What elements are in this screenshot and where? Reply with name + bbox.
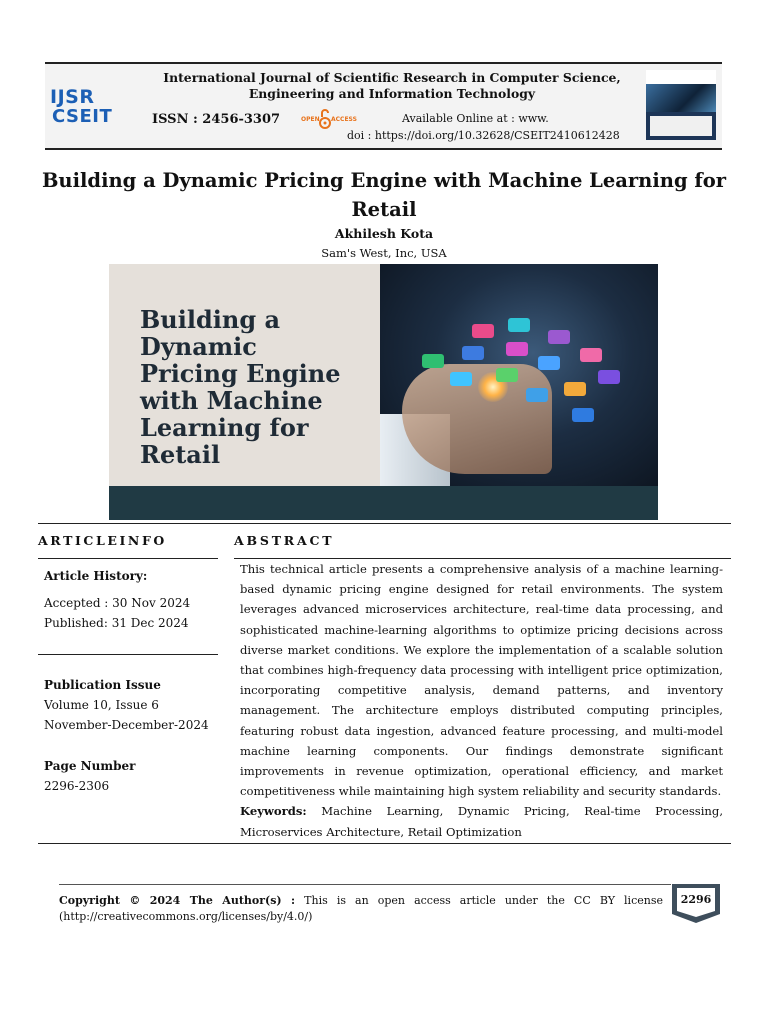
article-banner-image [109, 264, 658, 520]
divider [38, 558, 218, 559]
logo-line2: CSEIT [52, 106, 113, 127]
published-date: Published: 31 Dec 2024 [44, 616, 189, 630]
publication-issue-label: Publication Issue [44, 678, 161, 692]
open-access-badge [301, 107, 357, 131]
app-icon [526, 388, 548, 402]
app-icon [496, 368, 518, 382]
divider [38, 654, 218, 655]
app-icon [580, 348, 602, 362]
article-history-label: Article History: [44, 569, 148, 583]
journal-header [45, 62, 722, 150]
banner-footer-band [109, 486, 658, 520]
banner-title: Building a Dynamic Pricing Engine with Machine Learning for Retail [140, 305, 341, 469]
license-text: This is an open access article under the CC BY license (http://creativecommons.org/licenses/by/4.0/) [59, 894, 663, 923]
app-icon [506, 342, 528, 356]
doi-link[interactable]: doi : https://doi.org/10.32628/CSEIT2410612428 [347, 129, 620, 142]
article-info-heading: ARTICLEINFO [38, 533, 167, 548]
banner-text-panel [109, 264, 380, 486]
app-icon [548, 330, 570, 344]
author-affiliation: Sam's West, Inc, USA [321, 246, 447, 260]
app-icon [538, 356, 560, 370]
keywords-list: Machine Learning, Dynamic Pricing, Real-time Processing, Microservices Architecture, Retail Optimization [240, 804, 724, 839]
journal-title: International Journal of Scientific Research in Computer Science, Engineering and Information Technology [163, 70, 621, 101]
app-icon [450, 372, 472, 386]
page-number: 2296 [680, 893, 712, 906]
issn: ISSN : 2456-3307 [152, 112, 281, 127]
page-number-badge [670, 882, 722, 924]
journal-cover-thumbnail [646, 70, 716, 140]
logo-line1: IJSR [50, 86, 95, 108]
volume-issue: Volume 10, Issue 6 [44, 698, 159, 712]
app-icon [598, 370, 620, 384]
app-icon [508, 318, 530, 332]
page-range: 2296-2306 [44, 779, 110, 793]
article-author: Akhilesh Kota [334, 226, 434, 241]
app-icon [462, 346, 484, 360]
abstract-body [240, 559, 723, 842]
abstract-heading: ABSTRACT [234, 533, 335, 548]
abstract-text: This technical article presents a comprehensive analysis of a machine learning-based dynamic pricing engine designed for retail environments. The system leverages advanced microservices architecture, real-time data processing, and sophisticated machine-learning algorithms to optimize pricing decisions across diverse market conditions. We explore the implementation of a scalable solution that combines high-frequency data processing with intelligent price optimization, incorporating competitive analysis, demand patterns, and inventory management. The architecture employs distributed computing principles, featuring robust data ingestion, advanced feature processing, and multi-model machine learning components. Our findings demonstrate significant improvements in revenue optimization, operational efficiency, and market competitiveness while maintaining high system reliability and security standards. [240, 562, 723, 799]
oa-open-text: OPEN [301, 116, 320, 123]
divider [38, 843, 731, 844]
article-title: Building a Dynamic Pricing Engine with Machine Learning for Retail [41, 169, 727, 221]
app-icon [572, 408, 594, 422]
app-icon [564, 382, 586, 396]
keywords-label: Keywords: [240, 804, 307, 819]
open-access-lock-icon [319, 107, 331, 131]
journal-logo [48, 86, 133, 128]
issue-period: November-December-2024 [44, 718, 209, 732]
footer-divider [59, 884, 671, 885]
divider [38, 523, 731, 524]
copyright-notice [59, 893, 663, 925]
app-icon [422, 354, 444, 368]
available-online: Available Online at : www. [402, 112, 549, 125]
hand-shape [402, 364, 552, 474]
oa-access-text: ACCESS [331, 116, 357, 123]
accepted-date: Accepted : 30 Nov 2024 [44, 596, 191, 610]
banner-photo-hand-phone [380, 264, 658, 486]
copyright-label: Copyright © 2024 The Author(s) : [59, 894, 296, 907]
app-icon [472, 324, 494, 338]
page-number-label: Page Number [44, 759, 136, 773]
